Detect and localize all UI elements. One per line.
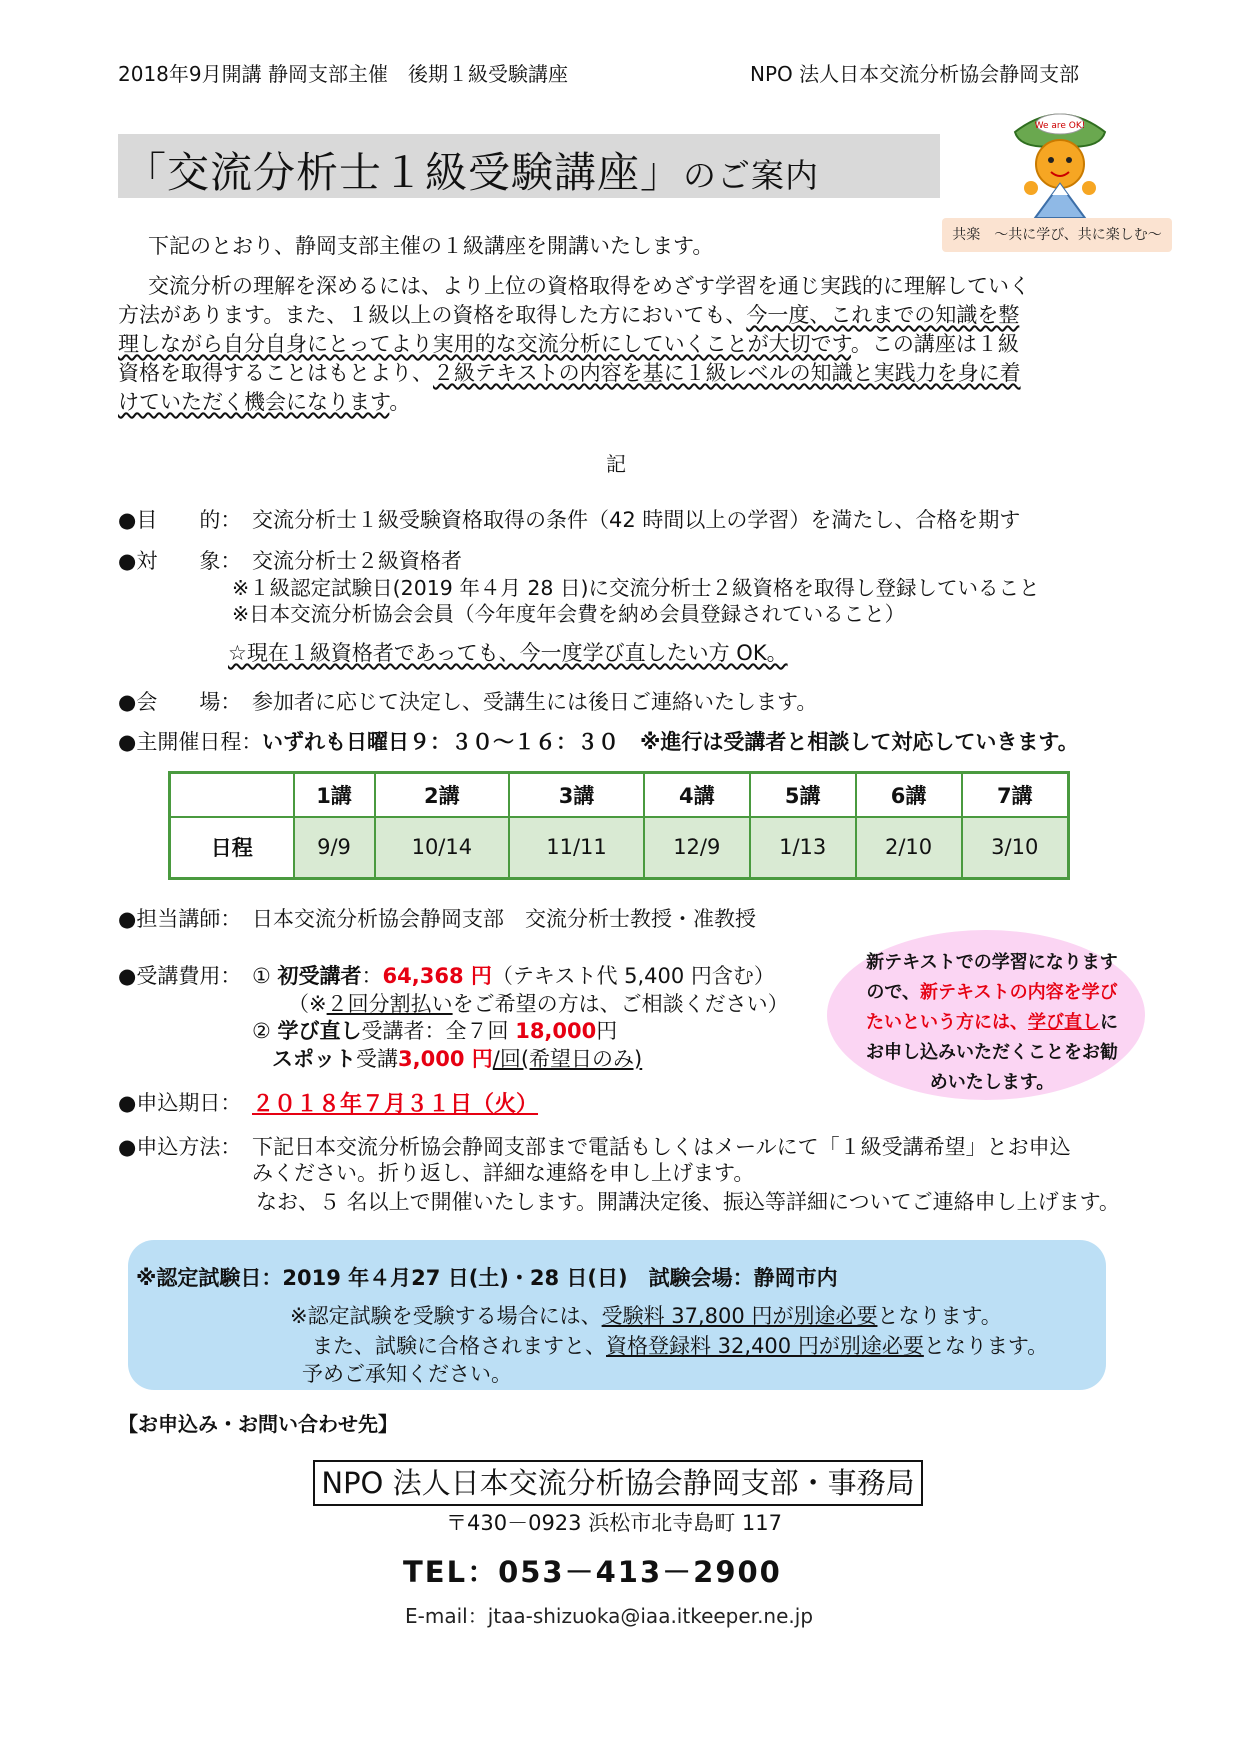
- intro-p2-l4: 資格を取得することはもとより、２級テキストの内容を基に１級レベルの知識と実践力を身に着: [118, 361, 1021, 385]
- purpose-text: 交流分析士１級受験資格取得の条件（42 時間以上の学習）を満たし、合格を期す: [252, 508, 1021, 532]
- purpose-label: ●目 的：: [118, 508, 242, 532]
- table-header-cell: 4講: [644, 773, 750, 817]
- notice-bubble-text: 新テキストでの学習になります ので、新テキストの内容を学び たいという方には、学び直しに お申し込みいただくことをお勧 めいたします。: [866, 952, 1118, 1093]
- contact-tel: TEL：053－413－2900: [403, 1555, 782, 1589]
- deadline-date: ２０１８年７月３１日（火）: [252, 1092, 539, 1117]
- mascot-badge: We are OK!: [1034, 121, 1086, 131]
- table-header-cell: 3講: [509, 773, 644, 817]
- table-header-cell: 7講: [962, 773, 1069, 817]
- contact-email[interactable]: E-mail：jtaa-shizuoka@iaa.itkeeper.ne.jp: [405, 1604, 814, 1628]
- intro-p2-l1: 交流分析の理解を深めるには、より上位の資格取得をめざす学習を通じ実践的に理解していく: [148, 274, 1030, 298]
- fees-label: ●受講費用：: [118, 964, 242, 988]
- fee-spot: スポット受講3,000 円/回(希望日のみ): [272, 1047, 643, 1071]
- ki-mark: 記: [606, 452, 626, 476]
- kyoraku-tagline: 共楽 ～共に学び、共に楽しむ～: [942, 218, 1172, 252]
- contact-org: NPO 法人日本交流分析協会静岡支部・事務局: [313, 1460, 923, 1506]
- page-title: [124, 140, 819, 200]
- exam-title: ※認定試験日：2019 年４月27 日(土)・28 日(日) 試験会場：静岡市内: [136, 1266, 838, 1290]
- target-note-3: ☆現在１級資格者であっても、今一度学び直したい方 OK。: [228, 641, 788, 665]
- schedule-text: いずれも日曜日９：３０～１６：３０ ※進行は受講者と相談して対応していきます。: [262, 730, 1079, 754]
- intro-p2-l2: 方法があります。また、１級以上の資格を取得した方においても、今一度、これまでの知識を整: [118, 303, 1020, 327]
- method-line-1: 下記日本交流分析協会静岡支部まで電話もしくはメールにて「１級受講希望」とお申込: [252, 1135, 1071, 1159]
- table-row-label: 日程: [170, 817, 294, 879]
- fee-first: ① 初受講者：64,368 円（テキスト代 5,400 円含む）: [252, 964, 775, 988]
- table-header-cell: 1講: [294, 773, 375, 817]
- table-row: [170, 817, 1069, 879]
- contact-heading: 【お申込み・お問い合わせ先】: [118, 1412, 398, 1436]
- table-header-cell: 6講: [856, 773, 962, 817]
- table-cell: 9/9: [294, 817, 375, 879]
- intro-line: 下記のとおり、静岡支部主催の１級講座を開講いたします。: [148, 234, 714, 258]
- method-line-3: なお、５ 名以上で開催いたします。開講決定後、振込等詳細についてご連絡申し上げます。: [256, 1190, 1120, 1214]
- fee-relearn: ② 学び直し受講者：全７回 18,000円: [252, 1019, 618, 1043]
- target-text: 交流分析士２級資格者: [252, 549, 462, 573]
- lecturer-text: 日本交流分析協会静岡支部 交流分析士教授・准教授: [252, 907, 756, 931]
- header-left: 2018年9月開講 静岡支部主催 後期１級受験講座: [118, 62, 568, 86]
- table-header-cell: 5講: [750, 773, 856, 817]
- table-cell: 11/11: [509, 817, 644, 879]
- target-label: ●対 象：: [118, 549, 242, 573]
- venue-label: ●会 場：: [118, 690, 242, 714]
- target-note-1: ※１級認定試験日(2019 年４月 28 日)に交流分析士２級資格を取得し登録していること: [232, 576, 1040, 600]
- table-cell: 12/9: [644, 817, 750, 879]
- mascot-icon: [1005, 102, 1115, 220]
- table-cell: 2/10: [856, 817, 962, 879]
- table-header-cell: 2講: [375, 773, 510, 817]
- exam-note-3: 予めご承知ください。: [302, 1362, 512, 1386]
- table-cell: 3/10: [962, 817, 1069, 879]
- method-line-2: みください。折り返し、詳細な連絡を申し上げます。: [252, 1161, 755, 1185]
- lecturer-label: ●担当講師：: [118, 907, 242, 931]
- exam-note-2: また、試験に合格されますと、資格登録料 32,400 円が別途必要となります。: [312, 1334, 1049, 1358]
- contact-address: 〒430－0923 浜松市北寺島町 117: [446, 1511, 782, 1535]
- exam-note-1: ※認定試験を受験する場合には、受験料 37,800 円が別途必要となります。: [290, 1304, 1002, 1328]
- header-right: NPO 法人日本交流分析協会静岡支部: [750, 62, 1080, 86]
- deadline-label: ●申込期日：: [118, 1091, 242, 1115]
- title-suffix: のご案内: [683, 156, 820, 195]
- intro-p2-l3: 理しながら自分自身にとってより実用的な交流分析にしていくことが大切です。この講座は１級: [118, 332, 1019, 356]
- title-main: 「交流分析士１級受験講座」: [124, 148, 684, 197]
- venue-text: 参加者に応じて決定し、受講生には後日ご連絡いたします。: [252, 690, 818, 714]
- method-label: ●申込方法：: [118, 1135, 242, 1159]
- fee-installment: （※２回分割払いをご希望の方は、ご相談ください）: [288, 992, 789, 1016]
- table-corner-cell: [170, 773, 294, 817]
- target-note-2: ※日本交流分析協会会員（今年度年会費を納め会員登録されていること）: [232, 602, 906, 626]
- table-header-row: [170, 773, 1069, 817]
- schedule-table: [168, 771, 1070, 880]
- schedule-label: ●主開催日程：: [118, 730, 263, 754]
- table-cell: 1/13: [750, 817, 856, 879]
- table-cell: 10/14: [375, 817, 510, 879]
- intro-p2-l5: けていただく機会になります。: [118, 390, 411, 414]
